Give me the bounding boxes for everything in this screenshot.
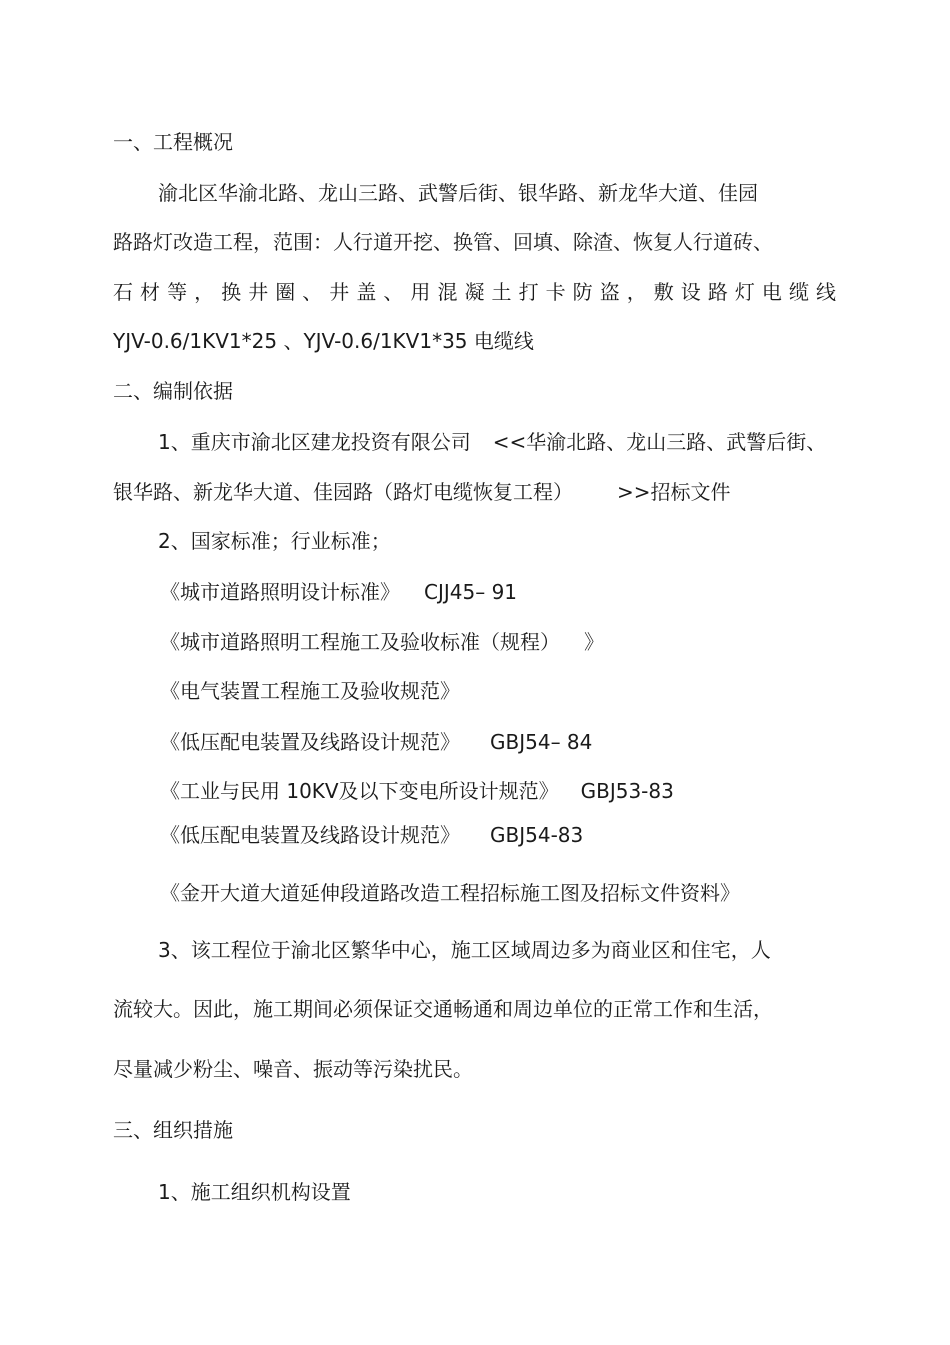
section1-paragraph-line1: 渝北区华渝北路、龙山三路、武警后街、银华路、新龙华大道、佳园 (158, 181, 758, 205)
section2-item1-line1 (158, 429, 826, 455)
reference-code: GBJ53-83 (580, 779, 674, 803)
reference-title: 《低压配电装置及线路设计规范》 (160, 730, 460, 754)
section1-paragraph-line3: 石材等，换井圈、井盖、用混凝土打卡防盗，敷设路灯电缆线 (113, 280, 836, 304)
section3-heading: 三、组织措施 (113, 1118, 233, 1142)
reference-item (160, 880, 740, 906)
reference-title: 《城市道路照明设计标准》 (160, 580, 400, 604)
section1-paragraph-line4: YJV-0.6/1KV1*25 、YJV-0.6/1KV1*35 电缆线 (113, 329, 534, 353)
section1-heading: 一、工程概况 (113, 130, 233, 154)
reference-code: CJJ45– 91 (424, 580, 518, 604)
section3-item1: 1、施工组织机构设置 (158, 1180, 351, 1204)
reference-title: 《电气装置工程施工及验收规范》 (160, 679, 460, 703)
reference-item (160, 678, 460, 704)
reference-code: GBJ54– 84 (490, 730, 593, 754)
section2-item2: 2、国家标准；行业标准； (158, 529, 391, 553)
section2-item3-line3: 尽量减少粉尘、噪音、振动等污染扰民。 (113, 1057, 473, 1081)
section1-paragraph-line2: 路路灯改造工程，范围：人行道开挖、换管、回填、除渣、恢复人行道砖、 (113, 230, 773, 254)
reference-title: 《低压配电装置及线路设计规范》 (160, 823, 460, 847)
reference-item (160, 629, 604, 655)
section2-item3-line2: 流较大。因此，施工期间必须保证交通畅通和周边单位的正常工作和生活， (113, 997, 773, 1021)
reference-title: 《城市道路照明工程施工及验收标准（规程） (160, 630, 560, 654)
reference-item (160, 579, 517, 605)
reference-code: 》 (584, 630, 604, 654)
section2-heading: 二、编制依据 (113, 379, 233, 403)
item1-project-end: >>招标文件 (617, 480, 731, 504)
reference-item (160, 822, 583, 848)
reference-item (160, 778, 674, 804)
reference-item (160, 729, 592, 755)
item1-project-start: <<华渝北路、龙山三路、武警后街、 (492, 430, 827, 454)
section2-item1-line2 (113, 479, 731, 505)
reference-title: 《金开大道大道延伸段道路改造工程招标施工图及招标文件资料》 (160, 881, 740, 905)
reference-code: GBJ54-83 (490, 823, 584, 847)
section2-item3-line1: 3、该工程位于渝北区繁华中心，施工区域周边多为商业区和住宅，人 (158, 938, 771, 962)
item1-company: 1、重庆市渝北区建龙投资有限公司 (158, 430, 471, 454)
item1-project-names: 银华路、新龙华大道、佳园路（路灯电缆恢复工程） (113, 480, 573, 504)
reference-title: 《工业与民用 10KV及以下变电所设计规范》 (160, 779, 559, 803)
